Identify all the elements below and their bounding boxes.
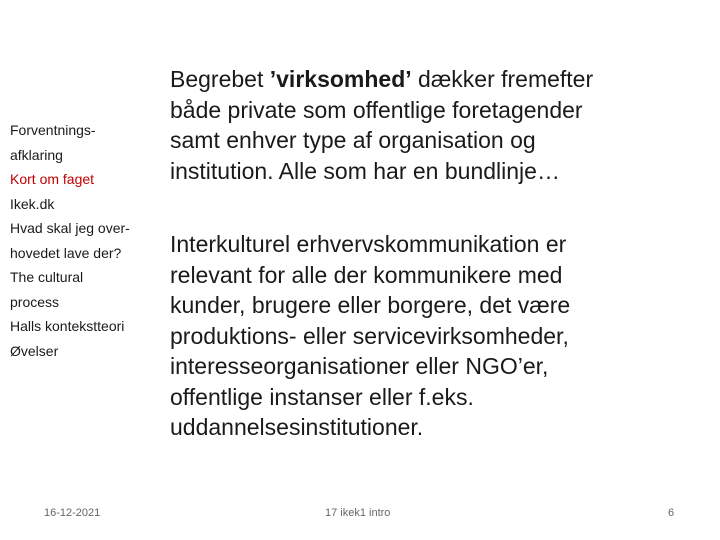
sidebar-item-forventnings[interactable]: Forventnings- (10, 122, 96, 138)
sidebar-item-hvad-skal-jeg[interactable]: Hvad skal jeg over- (10, 220, 130, 236)
paragraph-line: interesseorganisationer eller NGO’er, (170, 353, 549, 379)
paragraph-interkulturel (170, 229, 710, 443)
footer-date: 16-12-2021 (44, 507, 101, 519)
paragraph-line: Interkulturel erhvervskommunikation er (170, 231, 567, 257)
paragraph-line (170, 64, 710, 95)
paragraph-line: institution. Alle som har en bundlinje… (170, 157, 560, 184)
sidebar-nav (10, 118, 160, 363)
sidebar-item-the-cultural[interactable]: The cultural (10, 269, 84, 285)
paragraph-line: uddannelsesinstitutioner. (170, 414, 424, 440)
sidebar-item-afklaring[interactable]: afklaring (10, 146, 63, 163)
footer-title: 17 ikek1 intro (325, 507, 391, 519)
bold-term: ’virksomhed’ (269, 66, 412, 92)
line-text: dækker fremefter (411, 66, 594, 92)
line-text: Begrebet (170, 66, 270, 92)
page-number: 6 (668, 507, 675, 519)
paragraph-virksomhed (170, 64, 710, 186)
paragraph-line: samt enhver type af organisation og (170, 127, 536, 153)
sidebar-item-hovedet[interactable]: hovedet lave der? (10, 244, 122, 261)
paragraph-line: både private som offentlige foretagender (170, 96, 583, 123)
sidebar-item-process[interactable]: process (10, 293, 60, 310)
paragraph-line: relevant for alle der kommunikere med (170, 261, 563, 288)
sidebar-item-ovelser[interactable]: Øvelser (10, 342, 59, 359)
paragraph-line: produktions- eller servicevirksomheder, (170, 322, 569, 349)
sidebar-item-ikek-dk[interactable]: Ikek.dk (10, 195, 55, 212)
paragraph-line: kunder, brugere eller borgere, det være (170, 292, 571, 318)
sidebar-item-kort-om-faget[interactable]: Kort om faget (10, 171, 95, 187)
sidebar-item-halls[interactable]: Halls kontekstteori (10, 318, 125, 334)
paragraph-line: offentlige instanser eller f.eks. (170, 383, 474, 410)
